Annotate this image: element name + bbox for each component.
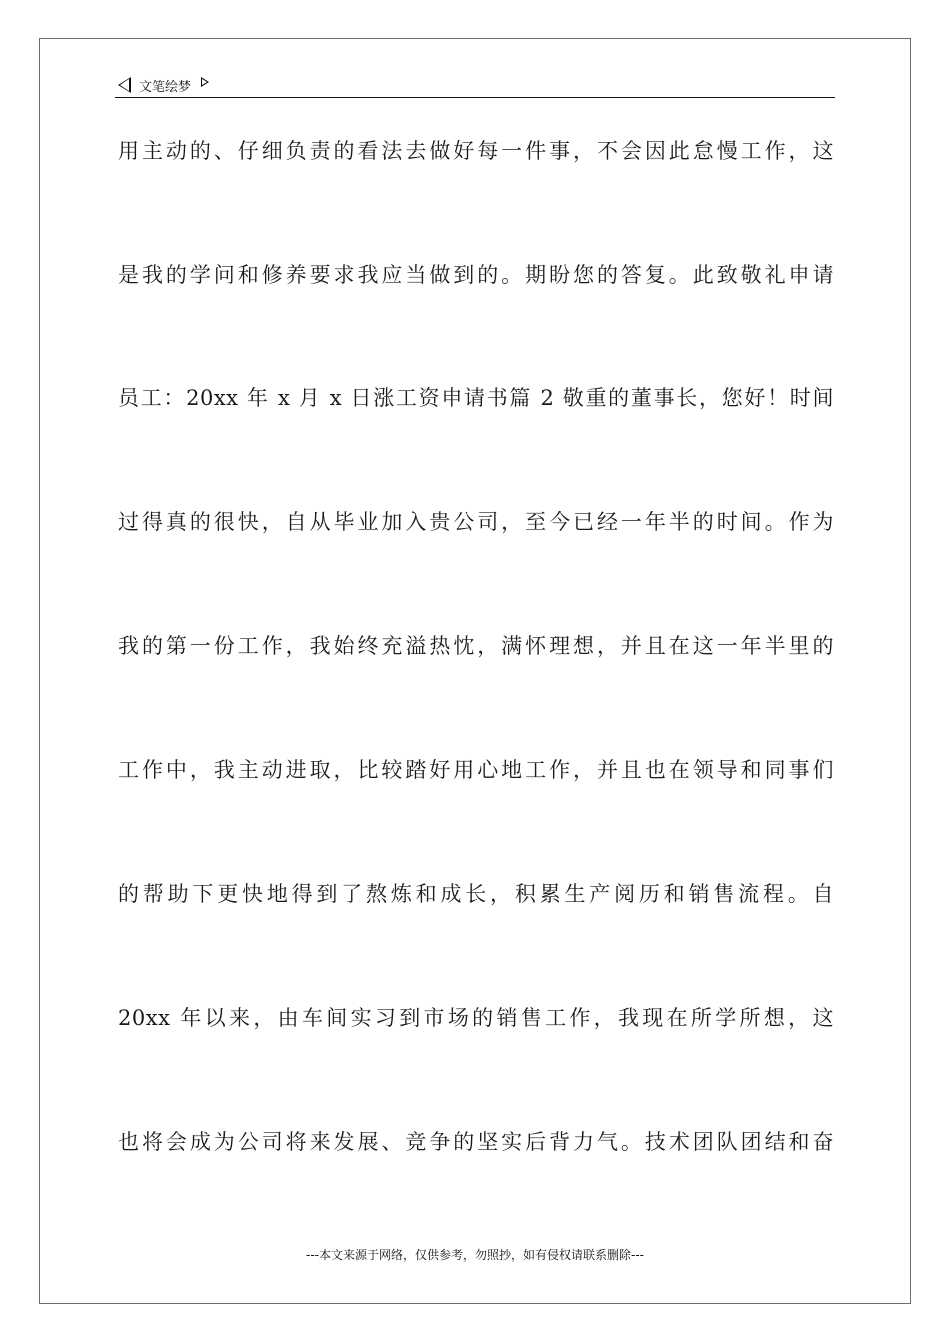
- body-line-8: 20xx 年以来，由车间实习到市场的销售工作，我现在所学所想，这: [118, 1006, 834, 1030]
- body-line-4: 过得真的很快，自从毕业加入贵公司，至今已经一年半的时间。作为: [118, 510, 834, 534]
- body-line-1: 用主动的、仔细负责的看法去做好每一件事，不会因此怠慢工作，这: [118, 139, 834, 163]
- body-line-6: 工作中，我主动进取，比较踏好用心地工作，并且也在领导和同事们: [118, 758, 834, 782]
- body-line-7: 的帮助下更快地得到了熬炼和成长，积累生产阅历和销售流程。自: [118, 882, 834, 906]
- page-frame: [39, 38, 911, 1304]
- triangle-left-icon: [118, 77, 131, 93]
- triangle-right-icon: [201, 77, 209, 87]
- header-divider: [115, 97, 835, 98]
- body-line-9: 也将会成为公司将来发展、竞争的坚实后背力气。技术团队团结和奋: [118, 1130, 834, 1154]
- body-line-3: 员工：20xx 年 x 月 x 日涨工资申请书篇 2 敬重的董事长，您好！时间: [118, 386, 834, 410]
- body-line-2: 是我的学问和修养要求我应当做到的。期盼您的答复。此致敬礼申请: [118, 263, 834, 287]
- body-line-5: 我的第一份工作，我始终充溢热忱，满怀理想，并且在这一年半里的: [118, 634, 834, 658]
- page-header: [118, 74, 209, 96]
- footer-notice: ---本文来源于网络，仅供参考，勿照抄，如有侵权请联系删除---: [306, 1248, 644, 1262]
- header-title: 文笔绘梦: [139, 79, 192, 95]
